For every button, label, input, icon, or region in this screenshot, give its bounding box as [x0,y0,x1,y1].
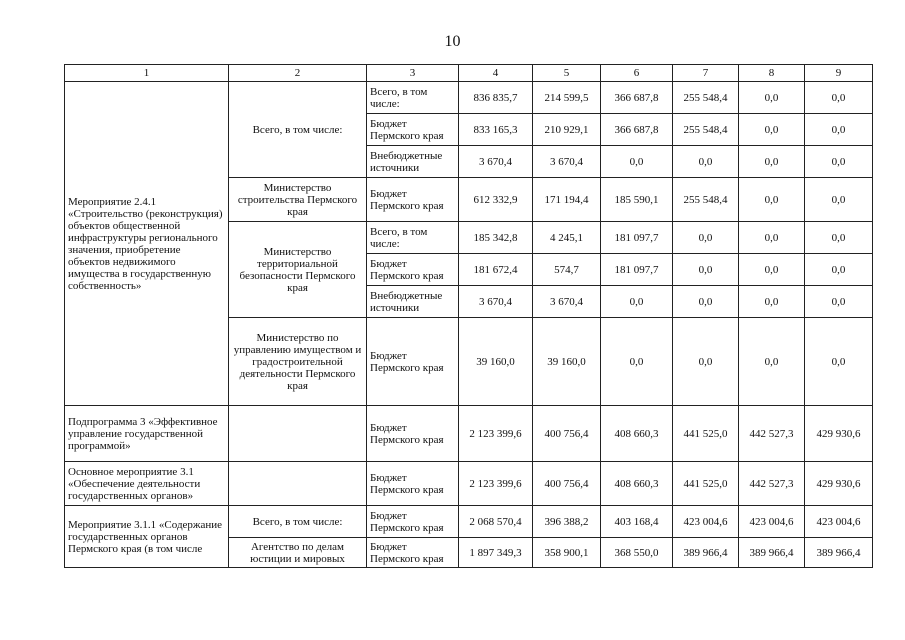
table-body [65,65,873,568]
executor-cell: Министерство строительства Пермского края [229,178,367,222]
executor-cell: Министерство территориальной безопасности Пермского края [229,222,367,318]
executor-cell: Министерство по управлению имуществом и градостроительной деятельности Пермского края [229,318,367,406]
value-cell: 181 097,7 [601,222,673,254]
executor-cell: Всего, в том числе: [229,506,367,538]
value-cell: 0,0 [601,286,673,318]
value-cell: 0,0 [805,222,873,254]
value-cell: 3 670,4 [533,146,601,178]
value-cell: 0,0 [805,146,873,178]
value-cell: 39 160,0 [533,318,601,406]
value-cell: 255 548,4 [673,114,739,146]
value-cell: 0,0 [805,318,873,406]
value-cell: 171 194,4 [533,178,601,222]
value-cell: 2 123 399,6 [459,406,533,462]
value-cell: 214 599,5 [533,82,601,114]
value-cell: 0,0 [739,178,805,222]
column-header: 4 [459,65,533,82]
value-cell: 0,0 [805,82,873,114]
value-cell: 0,0 [805,114,873,146]
value-cell: 0,0 [673,286,739,318]
activity-cell: Мероприятие 3.1.1 «Содержание государственных органов Пермского края (в том числе [65,506,229,568]
value-cell: 3 670,4 [459,146,533,178]
value-cell: 1 897 349,3 [459,538,533,568]
table-row [65,462,873,506]
column-header: 7 [673,65,739,82]
table-row [65,82,873,114]
value-cell: 0,0 [805,254,873,286]
column-header: 6 [601,65,673,82]
value-cell: 368 550,0 [601,538,673,568]
source-cell: Бюджет Пермского края [367,318,459,406]
value-cell: 400 756,4 [533,462,601,506]
value-cell: 400 756,4 [533,406,601,462]
value-cell: 4 245,1 [533,222,601,254]
value-cell: 0,0 [601,146,673,178]
executor-cell [229,406,367,462]
value-cell: 429 930,6 [805,406,873,462]
source-cell: Внебюджетные источники [367,146,459,178]
column-header: 5 [533,65,601,82]
value-cell: 408 660,3 [601,406,673,462]
value-cell: 0,0 [673,318,739,406]
value-cell: 181 097,7 [601,254,673,286]
value-cell: 0,0 [739,114,805,146]
value-cell: 2 123 399,6 [459,462,533,506]
value-cell: 423 004,6 [739,506,805,538]
value-cell: 396 388,2 [533,506,601,538]
executor-cell [229,462,367,506]
executor-cell: Всего, в том числе: [229,82,367,178]
column-header: 1 [65,65,229,82]
column-header: 2 [229,65,367,82]
value-cell: 0,0 [601,318,673,406]
value-cell: 0,0 [673,222,739,254]
value-cell: 0,0 [739,146,805,178]
value-cell: 181 672,4 [459,254,533,286]
activity-cell: Подпрограмма 3 «Эффективное управление государственной программой» [65,406,229,462]
table-row [65,406,873,462]
value-cell: 0,0 [739,82,805,114]
value-cell: 389 966,4 [805,538,873,568]
value-cell: 210 929,1 [533,114,601,146]
value-cell: 403 168,4 [601,506,673,538]
value-cell: 408 660,3 [601,462,673,506]
source-cell: Всего, в том числе: [367,222,459,254]
value-cell: 612 332,9 [459,178,533,222]
value-cell: 2 068 570,4 [459,506,533,538]
value-cell: 39 160,0 [459,318,533,406]
value-cell: 442 527,3 [739,406,805,462]
value-cell: 185 590,1 [601,178,673,222]
value-cell: 366 687,8 [601,114,673,146]
value-cell: 423 004,6 [673,506,739,538]
activity-cell: Мероприятие 2.4.1 «Строительство (реконструкция) объектов общественной инфраструктуры регионального значения, приобретение объектов недвижимого имущества в государственную собственность» [65,82,229,406]
value-cell: 366 687,8 [601,82,673,114]
value-cell: 0,0 [739,318,805,406]
table-row [65,506,873,538]
value-cell: 0,0 [673,146,739,178]
column-header: 8 [739,65,805,82]
source-cell: Всего, в том числе: [367,82,459,114]
column-header: 3 [367,65,459,82]
value-cell: 255 548,4 [673,178,739,222]
value-cell: 0,0 [739,222,805,254]
value-cell: 423 004,6 [805,506,873,538]
value-cell: 833 165,3 [459,114,533,146]
value-cell: 0,0 [805,178,873,222]
source-cell: Бюджет Пермского края [367,538,459,568]
value-cell: 574,7 [533,254,601,286]
value-cell: 255 548,4 [673,82,739,114]
value-cell: 3 670,4 [459,286,533,318]
value-cell: 0,0 [739,286,805,318]
value-cell: 442 527,3 [739,462,805,506]
source-cell: Бюджет Пермского края [367,406,459,462]
value-cell: 358 900,1 [533,538,601,568]
value-cell: 0,0 [673,254,739,286]
page-number: 10 [444,33,461,50]
value-cell: 0,0 [739,254,805,286]
source-cell: Бюджет Пермского края [367,462,459,506]
source-cell: Внебюджетные источники [367,286,459,318]
header-row [65,65,873,82]
value-cell: 0,0 [805,286,873,318]
value-cell: 185 342,8 [459,222,533,254]
value-cell: 3 670,4 [533,286,601,318]
value-cell: 389 966,4 [739,538,805,568]
source-cell: Бюджет Пермского края [367,178,459,222]
value-cell: 441 525,0 [673,406,739,462]
source-cell: Бюджет Пермского края [367,506,459,538]
activity-cell: Основное мероприятие 3.1 «Обеспечение деятельности государственных органов» [65,462,229,506]
column-header: 9 [805,65,873,82]
source-cell: Бюджет Пермского края [367,254,459,286]
value-cell: 441 525,0 [673,462,739,506]
budget-table [64,64,873,568]
value-cell: 429 930,6 [805,462,873,506]
executor-cell: Агентство по делам юстиции и мировых [229,538,367,568]
source-cell: Бюджет Пермского края [367,114,459,146]
value-cell: 389 966,4 [673,538,739,568]
value-cell: 836 835,7 [459,82,533,114]
